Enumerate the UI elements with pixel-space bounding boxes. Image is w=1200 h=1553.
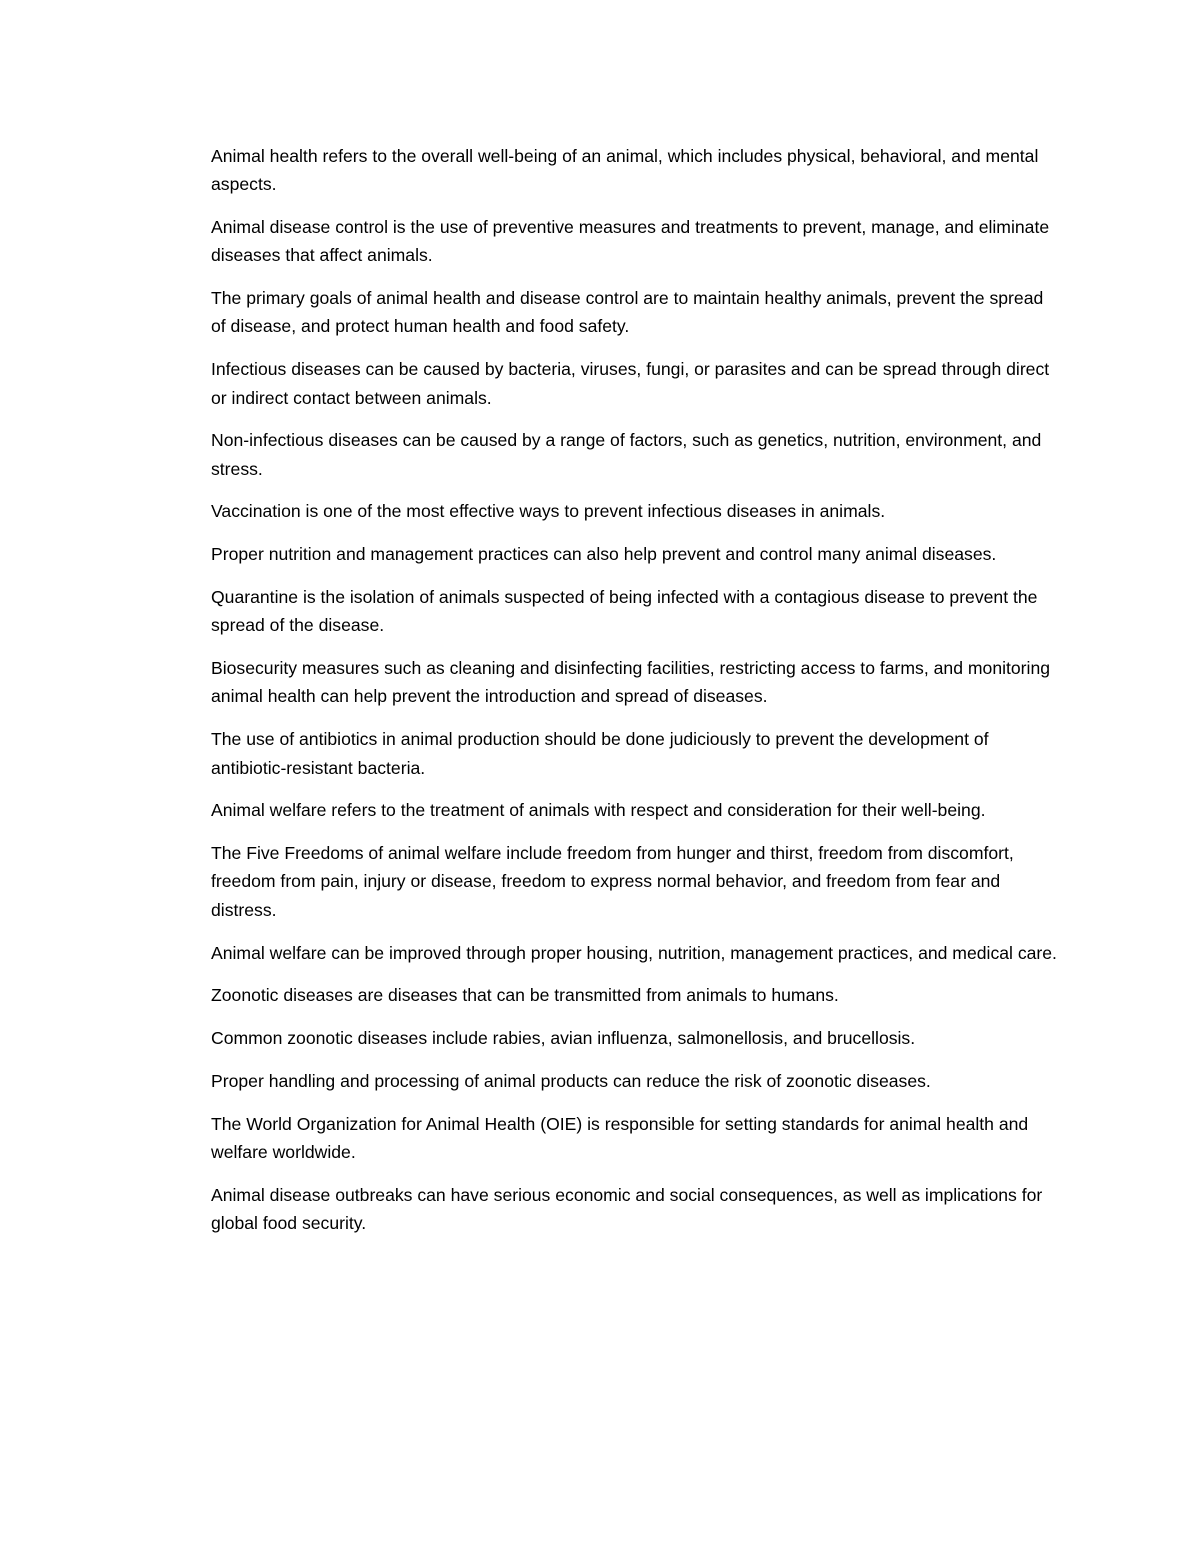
paragraph: Biosecurity measures such as cleaning and disinfecting facilities, restricting access to farms, and monitoring animal health can help prevent the introduction and spread of diseases.	[211, 658, 1051, 707]
paragraph: The primary goals of animal health and disease control are to maintain healthy animals, prevent the spread of disease, and protect human health and food safety.	[211, 288, 1044, 337]
paragraph: Quarantine is the isolation of animals suspected of being infected with a contagious disease to prevent the spread of the disease.	[211, 587, 1038, 636]
paragraph: Zoonotic diseases are diseases that can be transmitted from animals to humans.	[211, 985, 839, 1006]
paragraph: Proper handling and processing of animal products can reduce the risk of zoonotic diseases.	[211, 1070, 931, 1091]
paragraph: Infectious diseases can be caused by bacteria, viruses, fungi, or parasites and can be spread through direct or indirect contact between animals.	[211, 359, 1050, 408]
paragraph: Animal health refers to the overall well-being of an animal, which includes physical, behavioral, and mental aspects.	[211, 146, 1039, 195]
paragraph: Animal disease control is the use of preventive measures and treatments to prevent, manage, and eliminate diseases that affect animals.	[211, 217, 1050, 266]
paragraph: Common zoonotic diseases include rabies, avian influenza, salmonellosis, and brucellosis.	[211, 1028, 916, 1049]
paragraph: Animal disease outbreaks can have serious economic and social consequences, as well as implications for global food security.	[211, 1184, 1043, 1234]
paragraph: The World Organization for Animal Health (OIE) is responsible for setting standards for animal health and welfare worldwide.	[211, 1113, 1029, 1163]
paragraph: Vaccination is one of the most effective ways to prevent infectious diseases in animals.	[211, 501, 886, 522]
paragraph: Animal welfare can be improved through proper housing, nutrition, management practices, and medical care.	[211, 942, 1057, 963]
paragraph: Animal welfare refers to the treatment of animals with respect and consideration for their well-being.	[211, 800, 986, 821]
paragraph: Non-infectious diseases can be caused by a range of factors, such as genetics, nutrition, environment, and stress.	[211, 430, 1042, 479]
paragraph: Proper nutrition and management practices can also help prevent and control many animal diseases.	[211, 544, 997, 565]
paragraph: The Five Freedoms of animal welfare include freedom from hunger and thirst, freedom from discomfort, freedom from pain, injury or disease, freedom to express normal behavior, and freedom from fear and distress.	[211, 843, 1014, 920]
document-body	[211, 142, 1061, 1252]
paragraph: The use of antibiotics in animal production should be done judiciously to prevent the development of antibiotic-resistant bacteria.	[211, 729, 989, 778]
